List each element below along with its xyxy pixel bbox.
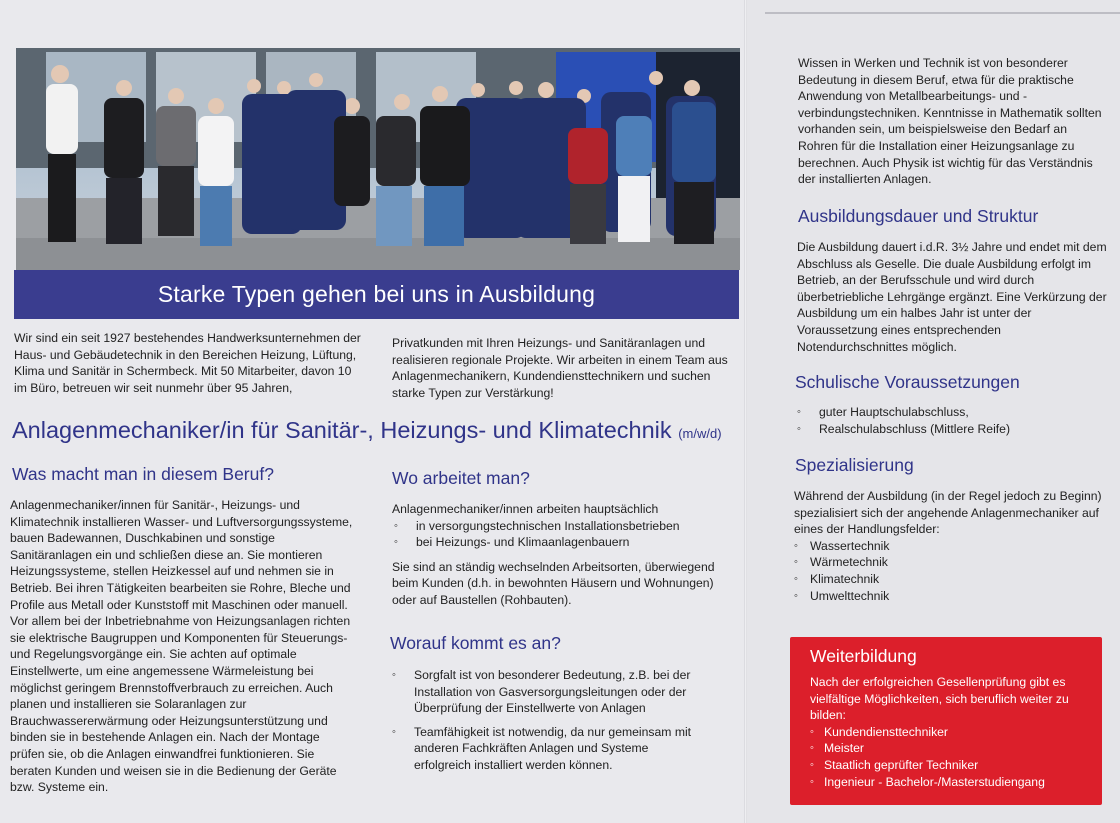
title-main: Anlagenmechaniker/in für Sanitär-, Heizungs- und Klimatechnik xyxy=(12,417,672,443)
heading-schulisch: Schulische Voraussetzungen xyxy=(795,372,1020,392)
top-edge-line xyxy=(765,12,1120,14)
page-title xyxy=(12,417,722,444)
team-photo xyxy=(16,48,740,270)
page-fold xyxy=(744,0,747,823)
intro-left: Wir sind ein seit 1927 bestehendes Handwerksunternehmen der Haus- und Gebäudetechnik in den Bereichen Heizung, Lüftung, Klima und Sanitär in Schermbeck. Mit 50 Mitarbeiter, davon 10 im Büro, betreuen wir seit nunmehr über 95 Jahren, xyxy=(14,331,361,395)
list-item: ◦ Meister xyxy=(810,740,1090,757)
weiterbildung-body xyxy=(810,674,1090,790)
list-item: ◦ Wassertechnik xyxy=(794,538,1109,555)
right-intro: Wissen in Werken und Technik ist von besonderer Bedeutung in diesem Beruf, etwa für die praktische Anwendung von Metallbearbeitungs- und -verbindungstechniken. Kenntnisse in Mathematik sollten vorhanden sein, um beispielsweise den Bedarf an Rohren für die Installation einer Heizungsanlage zu berechnen. Auch Physik ist wichtig für das Verständnis der installierten Anlagen. xyxy=(798,56,1102,187)
heading-wo-arbeitet: Wo arbeitet man? xyxy=(392,468,530,488)
list-item: ◦ Realschulabschluss (Mittlere Reife) xyxy=(795,421,1105,438)
list-item: ◦ Teamfähigkeit ist notwendig, da nur gemeinsam mit anderen Fachkräften Anlagen und Systeme erfolgreich installiert werden können. xyxy=(390,724,705,774)
spezial-block xyxy=(794,488,1109,604)
banner-title: Starke Typen gehen bei uns in Ausbildung xyxy=(14,270,739,319)
spezial-text: Während der Ausbildung (in der Regel jedoch zu Beginn) spezialisiert sich der angehende Anlagenmechaniker auf eines der Handlungsfelder: xyxy=(794,489,1102,537)
list-item: ◦ Wärmetechnik xyxy=(794,554,1109,571)
list-item: ◦ Klimatechnik xyxy=(794,571,1109,588)
wo-arbeitet-lead: Anlagenmechaniker/innen arbeiten hauptsächlich xyxy=(392,502,659,516)
heading-worauf: Worauf kommt es an? xyxy=(390,633,561,653)
weiterbildung-box xyxy=(790,637,1102,805)
list-item: ◦ in versorgungstechnischen Installationsbetrieben xyxy=(392,518,732,535)
list-item: ◦ Ingenieur - Bachelor-/Masterstudiengang xyxy=(810,774,1090,791)
heading-was-macht: Was macht man in diesem Beruf? xyxy=(12,464,274,484)
intro-right: Privatkunden mit Ihren Heizungs- und Sanitäranlagen und realisieren regionale Projekte. Wir arbeiten in einem Team aus Anlagenmechanikern, Kundendiensttechnikern und suchen starke Typen zur Verstärkung! xyxy=(392,336,728,400)
list-item: ◦ Sorgfalt ist von besonderer Bedeutung, z.B. bei der Installation von Gasversorgungsleitungen oder der Überprüfung der Einstellwerte von Anlagen xyxy=(390,667,705,717)
list-item: ◦ Kundendiensttechniker xyxy=(810,724,1090,741)
wo-arbeitet-text: Sie sind an ständig wechselnden Arbeitsorten, überwiegend beim Kunden (d.h. in bewohnten Häusern und Wohnungen) oder auf Baustellen (Rohbauten). xyxy=(392,559,715,607)
heading-dauer: Ausbildungsdauer und Struktur xyxy=(798,206,1039,226)
weiterbildung-text: Nach der erfolgreichen Gesellenprüfung gibt es vielfältige Möglichkeiten, sich beruflich weiter zu bilden: xyxy=(810,675,1069,723)
was-macht-text: Anlagenmechaniker/innen für Sanitär-, Heizungs- und Klimatechnik installieren Wasser- und Luftversorgungssysteme, bauen Badewannen, Duschkabinen und sonstige Sanitäranlagen ein und schließen diese an. Sie montieren Heizungssysteme, stellen Heizkessel auf und nehmen sie in Betrieb. Bei ihren Tätigkeiten bearbeiten sie Rohre, Bleche und Profile aus Metall oder Kunststoff mit Maschinen oder manuell. Vor allem bei der Inbetriebnahme von Heizungsanlagen richten sie elektrische Baugruppen und Komponenten für Steuerungs- und Regelungsvorgänge ein. Sie achten auf optimale Einstellwerte, um eine angemessene Wärmeleistung bei möglichst geringem Brennstoffverbrauch zu erreichen. Auch planen und installieren sie Solaranlagen zur Brauchwassererwärmung oder Heizungsunterstützung und binden sie in bestehende Anlagen ein. Nach der Montage prüfen sie, ob die Anlagen einwandfrei funktionieren. Sie beraten Kunden und weisen sie in die Bedienung der Geräte bzw. Systeme ein. xyxy=(10,498,353,795)
heading-spezial: Spezialisierung xyxy=(795,455,914,475)
title-suffix: (m/w/d) xyxy=(678,426,722,441)
worauf-block xyxy=(390,667,705,774)
heading-weiterbildung: Weiterbildung xyxy=(810,646,917,666)
wo-arbeitet-block xyxy=(392,501,732,609)
list-item: ◦ guter Hauptschulabschluss, xyxy=(795,404,1105,421)
list-item: ◦ Umwelttechnik xyxy=(794,588,1109,605)
schulisch-block xyxy=(795,404,1105,437)
list-item: ◦ Staatlich geprüfter Techniker xyxy=(810,757,1090,774)
dauer-text: Die Ausbildung dauert i.d.R. 3½ Jahre und endet mit dem Abschluss als Geselle. Die duale Ausbildung erfolgt im Betrieb, an der Berufsschule und wird durch überbetriebliche Lehrgänge ergänzt. Eine Verkürzung der Ausbildung um ein halbes Jahr ist unter der Voraussetzung eines entsprechenden Notendurchschnittes möglich. xyxy=(797,240,1107,354)
list-item: ◦ bei Heizungs- und Klimaanlagenbauern xyxy=(392,534,732,551)
